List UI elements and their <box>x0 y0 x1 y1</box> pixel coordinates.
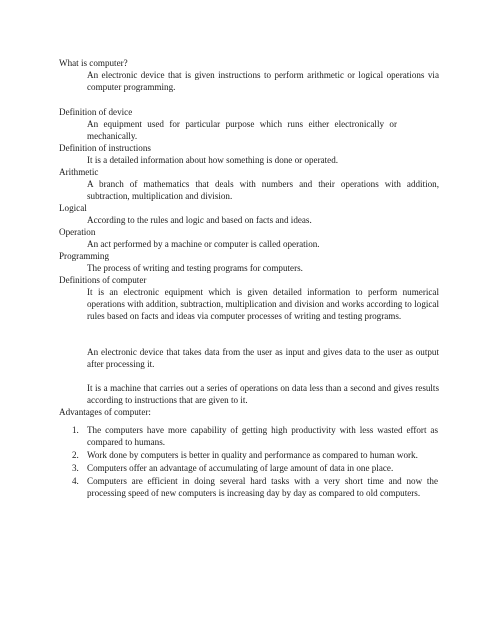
paragraph-logical: According to the rules and logic and based on facts and ideas. <box>87 215 312 225</box>
paragraph-definition-computer-3: It is a machine that carries out a series of operations on data less than a second and gives results according to instructions that are given to it. <box>87 383 439 405</box>
list-item-text: Work done by computers is better in quality and performance as compared to human work. <box>87 450 418 460</box>
heading-arithmetic: Arithmetic <box>59 167 99 177</box>
list-item-number: 1. <box>72 425 79 435</box>
advantages-list <box>72 424 438 500</box>
paragraph-programming: The process of writing and testing programs for computers. <box>87 263 303 273</box>
list-item <box>72 462 438 474</box>
heading-definitions-of-computer: Definitions of computer <box>59 275 147 285</box>
paragraph-arithmetic: A branch of mathematics that deals with numbers and their operations with addition, subtraction, multiplication and division. <box>87 179 439 201</box>
list-item-text: Computers are efficient in doing several hard tasks with a very short time and now the processing speed of new computers is increasing day by day as compared to old computers. <box>87 476 438 498</box>
paragraph-definition-of-instructions: It is a detailed information about how something is done or operated. <box>87 155 339 165</box>
paragraph-definition-computer-1: It is an electronic equipment which is given detailed information to perform numerical operations with addition, subtraction, multiplication and division and works according to logical rules based on facts and ideas via computer processes of writing and testing programs. <box>87 287 439 321</box>
list-item-text: Computers offer an advantage of accumulating of large amount of data in one place. <box>87 463 394 473</box>
list-item <box>72 424 438 448</box>
list-item-number: 2. <box>72 450 79 460</box>
heading-operation: Operation <box>59 227 96 237</box>
heading-programming: Programming <box>59 251 110 261</box>
list-item-text: The computers have more capability of getting high productivity with less wasted effort as compared to humans. <box>87 425 438 447</box>
list-item-number: 4. <box>72 476 79 486</box>
heading-advantages-of-computer: Advantages of computer: <box>59 407 151 417</box>
heading-definition-of-instructions: Definition of instructions <box>59 143 151 153</box>
paragraph-definition-of-device: An equipment used for particular purpose which runs either electronically or mechanically. <box>87 119 397 141</box>
list-item <box>72 475 438 499</box>
heading-what-is-computer: What is computer? <box>59 58 128 68</box>
heading-definition-of-device: Definition of device <box>59 107 133 117</box>
paragraph-what-is-computer: An electronic device that is given instructions to perform arithmetic or logical operations via computer programming. <box>87 70 439 92</box>
paragraph-definition-computer-2: An electronic device that takes data from the user as input and gives data to the user as output after processing it. <box>87 347 439 369</box>
heading-logical: Logical <box>59 203 87 213</box>
paragraph-operation: An act performed by a machine or computer is called operation. <box>87 239 320 249</box>
list-item-number: 3. <box>72 463 79 473</box>
list-item <box>72 449 438 461</box>
